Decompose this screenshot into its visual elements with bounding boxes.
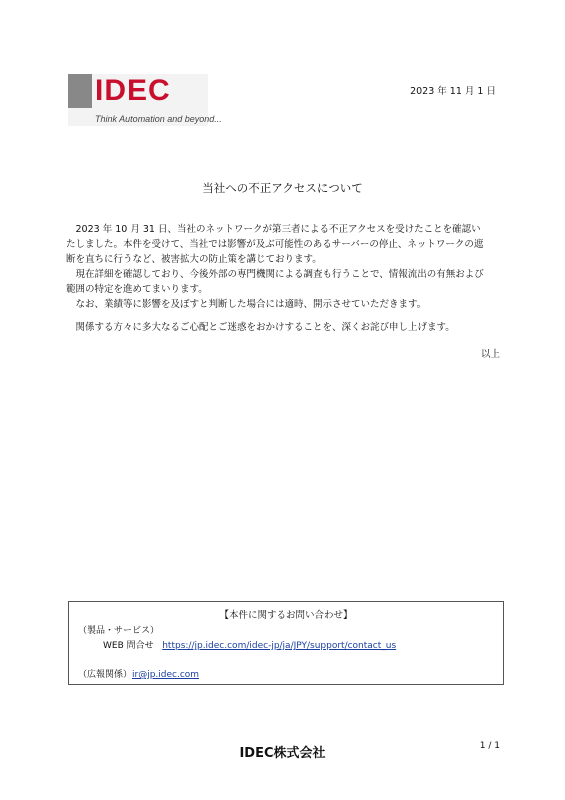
closing-mark: 以上 (480, 349, 500, 360)
paragraph-2-line-2: 範囲の特定を進めてまいります。 (66, 284, 208, 295)
paragraph-2-line-1: 現在詳細を確認しており、今後外部の専門機関による調査も行うことで、情報流出の有無および (66, 269, 484, 280)
paragraph-4: 関係する方々に多大なるご心配とご迷惑をおかけすることを、深くお詫び申し上げます。 (66, 322, 455, 333)
products-label: （製品・サービス） (78, 626, 160, 636)
paragraph-1 (66, 222, 502, 267)
pr-email-link[interactable]: ir@jp.idec.com (132, 670, 200, 680)
paragraph-1-line-3: 断を直ちに行うなど、被害拡大の防止策を講じております。 (66, 254, 322, 265)
footer-company-name: IDEC株式会社 (239, 746, 326, 761)
paragraph-2 (66, 267, 502, 297)
logo-wordmark: IDEC (95, 74, 171, 107)
document-date: 2023 年 11 月 1 日 (410, 86, 496, 97)
web-inquiry-row (103, 638, 396, 651)
contact-box (68, 601, 504, 685)
logo-mark (68, 74, 92, 108)
web-inquiry-label: WEB 問合せ (103, 641, 154, 651)
paragraph-1-line-2: たしました。本件を受けて、当社では影響が及ぶ可能性のあるサーバーの停止、ネットワークの遮 (66, 239, 484, 250)
company-logo (68, 74, 222, 126)
document-title: 当社への不正アクセスについて (202, 181, 363, 195)
paragraph-3: なお、業績等に影響を及ぼすと判断した場合には適時、開示させていただきます。 (66, 299, 427, 310)
logo-tagline: Think Automation and beyond... (95, 114, 222, 124)
paragraph-1-line-1: 2023 年 10 月 31 日、当社のネットワークが第三者による不正アクセスを受けたことを確認い (66, 224, 481, 235)
contact-heading: 【本件に関するお問い合わせ】 (219, 610, 353, 621)
web-inquiry-link[interactable]: https://jp.idec.com/idec-jp/ja/JPY/support/contact_us (162, 641, 397, 651)
page-number: 1 / 1 (479, 741, 500, 751)
pr-row (78, 667, 199, 680)
pr-label: （広報関係） (78, 670, 133, 680)
